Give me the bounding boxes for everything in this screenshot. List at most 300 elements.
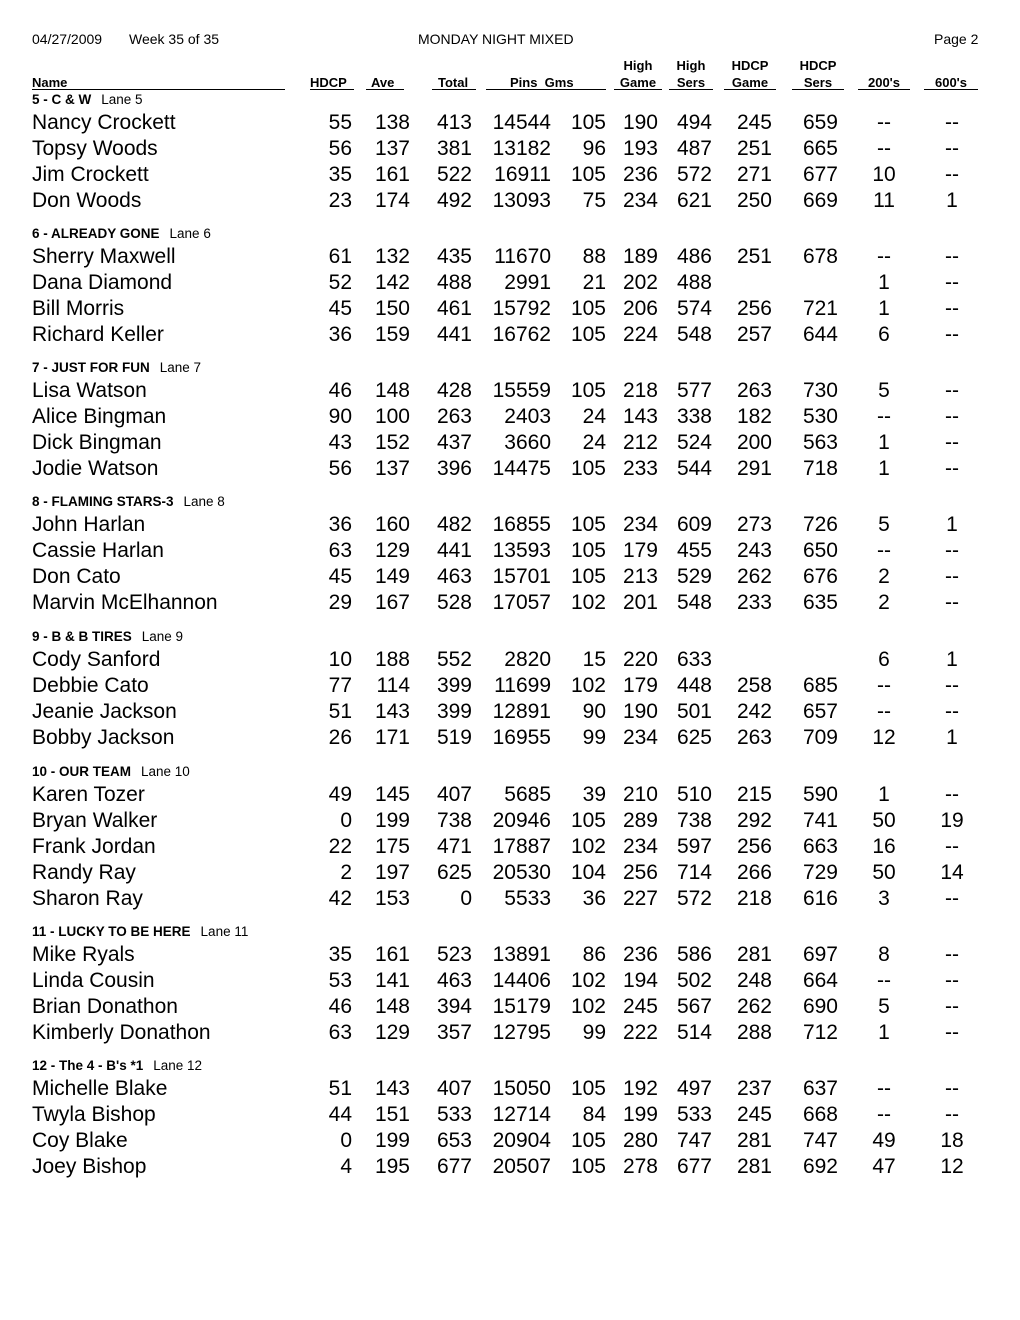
ave-cell: 160 <box>374 513 410 536</box>
count-200s-cell: -- <box>877 1077 891 1100</box>
high-game-cell: 193 <box>622 136 658 160</box>
bowler-name: Linda Cousin <box>32 968 155 992</box>
count-200s-cell: 5 <box>878 379 890 402</box>
games-cell: 105 <box>570 538 606 562</box>
high-series-cell: 494 <box>676 111 712 134</box>
hdcp-cell: 4 <box>340 1154 352 1178</box>
high-series-cell: 597 <box>676 834 712 858</box>
hdcp-cell: 0 <box>340 1128 352 1152</box>
high-game-cell: 212 <box>622 430 658 454</box>
count-200s-cell: 1 <box>878 783 890 806</box>
total-cell: 394 <box>436 994 472 1018</box>
count-600s-cell: -- <box>945 270 959 294</box>
count-600s-cell: -- <box>945 379 959 402</box>
bowler-name: Topsy Woods <box>32 136 158 160</box>
count-200s-cell: -- <box>877 968 891 992</box>
games-cell: 105 <box>570 513 606 536</box>
pins-cell: 13891 <box>492 943 551 966</box>
bowler-row <box>0 565 1020 589</box>
games-cell: 86 <box>582 943 606 966</box>
total-cell: 461 <box>436 296 472 320</box>
bowler-row <box>0 1021 1020 1045</box>
high-series-cell: 625 <box>676 725 712 749</box>
total-cell: 413 <box>436 111 472 134</box>
high-series-cell: 544 <box>676 456 712 480</box>
total-cell: 407 <box>436 783 472 806</box>
bowler-row <box>0 674 1020 698</box>
hdcp-game-cell: 200 <box>736 430 772 454</box>
hdcp-series-cell: 616 <box>802 886 838 910</box>
hdcp-cell: 35 <box>328 943 352 966</box>
ave-cell: 171 <box>374 725 410 749</box>
total-cell: 396 <box>436 456 472 480</box>
games-cell: 105 <box>570 379 606 402</box>
high-series-cell: 574 <box>676 296 712 320</box>
total-cell: 677 <box>436 1154 472 1178</box>
total-cell: 263 <box>436 404 472 428</box>
bowler-row <box>0 539 1020 563</box>
bowler-row <box>0 189 1020 213</box>
ave-cell: 188 <box>374 648 410 671</box>
count-200s-cell: -- <box>877 136 891 160</box>
hdcp-cell: 46 <box>328 994 352 1018</box>
games-cell: 105 <box>570 322 606 346</box>
total-cell: 441 <box>436 322 472 346</box>
games-cell: 24 <box>582 430 606 454</box>
games-cell: 75 <box>582 188 606 212</box>
bowler-name: Frank Jordan <box>32 834 156 858</box>
hdcp-cell: 61 <box>328 245 352 268</box>
hdcp-series-cell: 650 <box>802 538 838 562</box>
hdcp-series-cell: 669 <box>802 188 838 212</box>
high-series-cell: 533 <box>676 1102 712 1126</box>
high-series-cell: 455 <box>676 538 712 562</box>
bowler-row <box>0 861 1020 885</box>
pins-cell: 17887 <box>492 834 551 858</box>
hdcp-game-cell: 250 <box>736 188 772 212</box>
count-200s-cell: -- <box>877 245 891 268</box>
count-600s-cell: -- <box>945 834 959 858</box>
high-series-cell: 510 <box>676 783 712 806</box>
total-cell: 381 <box>436 136 472 160</box>
high-game-cell: 234 <box>622 513 658 536</box>
hdcp-series-cell: 690 <box>802 994 838 1018</box>
hdcp-cell: 90 <box>328 404 352 428</box>
pins-cell: 12891 <box>492 699 551 723</box>
bowler-row <box>0 648 1020 672</box>
team-header <box>32 92 143 107</box>
hdcp-game-cell: 215 <box>736 783 772 806</box>
ave-cell: 152 <box>374 430 410 454</box>
hdcp-series-cell: 712 <box>802 1020 838 1044</box>
hdcp-game-cell: 273 <box>736 513 772 536</box>
count-600s-cell: 12 <box>940 1154 964 1178</box>
bowler-name: Karen Tozer <box>32 783 145 806</box>
ave-cell: 161 <box>374 943 410 966</box>
hdcp-cell: 56 <box>328 456 352 480</box>
hdcp-game-cell: 251 <box>736 136 772 160</box>
high-series-cell: 501 <box>676 699 712 723</box>
team-header <box>32 226 211 241</box>
high-game-cell: 234 <box>622 834 658 858</box>
ave-cell: 151 <box>374 1102 410 1126</box>
count-600s-cell: 19 <box>940 808 964 832</box>
count-200s-cell: 47 <box>872 1154 896 1178</box>
ave-cell: 143 <box>374 699 410 723</box>
high-game-cell: 234 <box>622 725 658 749</box>
col-200s: 200's <box>867 75 900 90</box>
hdcp-cell: 77 <box>328 673 352 697</box>
count-200s-cell: 6 <box>878 322 890 346</box>
ave-cell: 167 <box>374 590 410 614</box>
count-600s-cell: -- <box>945 538 959 562</box>
high-series-cell: 677 <box>676 1154 712 1178</box>
high-game-cell: 192 <box>622 1077 658 1100</box>
bowler-name: Alice Bingman <box>32 404 167 428</box>
pins-cell: 5685 <box>504 783 551 806</box>
hdcp-cell: 46 <box>328 379 352 402</box>
total-cell: 482 <box>436 513 472 536</box>
high-game-cell: 280 <box>622 1128 658 1152</box>
hdcp-cell: 2 <box>340 860 352 884</box>
hdcp-series-cell: 692 <box>802 1154 838 1178</box>
count-600s-cell: -- <box>945 590 959 614</box>
pins-cell: 17057 <box>492 590 551 614</box>
bowler-row <box>0 943 1020 967</box>
pins-cell: 13593 <box>492 538 551 562</box>
bowler-name: Michelle Blake <box>32 1077 168 1100</box>
high-series-cell: 621 <box>676 188 712 212</box>
ave-cell: 114 <box>376 673 410 697</box>
week-label: Week 35 of 35 <box>129 31 220 47</box>
count-600s-cell: -- <box>945 322 959 346</box>
total-cell: 738 <box>436 808 472 832</box>
total-cell: 625 <box>436 860 472 884</box>
pins-cell: 2403 <box>504 404 551 428</box>
bowler-name: Don Woods <box>32 188 142 212</box>
count-600s-cell: -- <box>945 783 959 806</box>
high-game-cell: 201 <box>622 590 658 614</box>
count-600s-cell: -- <box>945 111 959 134</box>
games-cell: 84 <box>582 1102 606 1126</box>
count-600s-cell: -- <box>945 699 959 723</box>
bowler-name: Dana Diamond <box>32 270 173 294</box>
hdcp-series-cell: 718 <box>802 456 838 480</box>
hdcp-series-cell: 730 <box>802 379 838 402</box>
bowler-name: Jodie Watson <box>32 456 159 480</box>
bowler-name: Jim Crockett <box>32 162 149 186</box>
hdcp-game-cell: 243 <box>736 538 772 562</box>
hdcp-series-cell: 709 <box>802 725 838 749</box>
high-game-cell: 189 <box>622 245 658 268</box>
hdcp-game-cell: 248 <box>736 968 772 992</box>
games-cell: 102 <box>570 834 606 858</box>
team-title: 9 - B & B TIRES <box>32 629 132 644</box>
count-200s-cell: 3 <box>878 886 890 910</box>
bowler-row <box>0 405 1020 429</box>
count-200s-cell: 50 <box>872 860 896 884</box>
games-cell: 99 <box>582 725 606 749</box>
ave-cell: 132 <box>374 245 410 268</box>
count-200s-cell: 2 <box>878 564 890 588</box>
team-lane: Lane 9 <box>141 629 184 644</box>
total-cell: 471 <box>436 834 472 858</box>
bowler-row <box>0 591 1020 615</box>
pins-cell: 16855 <box>492 513 551 536</box>
bowler-name: Cody Sanford <box>32 648 161 671</box>
pins-cell: 12714 <box>492 1102 551 1126</box>
total-cell: 522 <box>436 162 472 186</box>
high-game-cell: 256 <box>622 860 658 884</box>
bowler-row <box>0 835 1020 859</box>
count-200s-cell: 16 <box>872 834 896 858</box>
ave-cell: 175 <box>374 834 410 858</box>
bowler-row <box>0 995 1020 1019</box>
col-pins-gms: Pins Gms <box>510 75 574 90</box>
bowler-row <box>0 137 1020 161</box>
pins-cell: 16911 <box>494 162 551 186</box>
pins-cell: 20507 <box>492 1154 551 1178</box>
count-600s-cell: 14 <box>940 860 964 884</box>
bowler-row <box>0 1155 1020 1179</box>
high-game-cell: 278 <box>622 1154 658 1178</box>
hdcp-game-cell: 242 <box>736 699 772 723</box>
high-game-cell: 222 <box>622 1020 658 1044</box>
pins-cell: 14544 <box>492 111 551 134</box>
total-cell: 523 <box>436 943 472 966</box>
hdcp-cell: 23 <box>328 188 352 212</box>
count-600s-cell: -- <box>945 1077 959 1100</box>
games-cell: 39 <box>582 783 606 806</box>
hdcp-game-cell: 257 <box>736 322 772 346</box>
high-game-cell: 218 <box>622 379 658 402</box>
team-title: 12 - The 4 - B's *1 <box>32 1058 144 1073</box>
team-header <box>32 360 201 375</box>
hdcp-series-cell: 665 <box>802 136 838 160</box>
report-date: 04/27/2009 <box>32 31 103 47</box>
bowler-row <box>0 431 1020 455</box>
hdcp-series-cell: 729 <box>802 860 838 884</box>
count-600s-cell: -- <box>945 968 959 992</box>
total-cell: 519 <box>436 725 472 749</box>
team-title: 11 - LUCKY TO BE HERE <box>32 924 191 939</box>
total-cell: 0 <box>460 886 472 910</box>
hdcp-series-cell: 659 <box>802 111 838 134</box>
bowler-name: Brian Donathon <box>32 994 178 1018</box>
games-cell: 105 <box>570 111 606 134</box>
games-cell: 105 <box>570 1077 606 1100</box>
team-lane: Lane 11 <box>200 924 249 939</box>
hdcp-series-cell: 747 <box>802 1128 838 1152</box>
underline-high-game <box>614 89 662 90</box>
high-series-cell: 633 <box>676 648 712 671</box>
underline-pins-gms <box>486 89 606 90</box>
bowler-row <box>0 297 1020 321</box>
pins-cell: 15559 <box>492 379 551 402</box>
high-series-cell: 497 <box>676 1077 712 1100</box>
hdcp-series-cell: 677 <box>802 162 838 186</box>
count-200s-cell: 49 <box>872 1128 896 1152</box>
ave-cell: 159 <box>374 322 410 346</box>
count-200s-cell: 5 <box>878 994 890 1018</box>
pins-cell: 20946 <box>492 808 551 832</box>
count-600s-cell: -- <box>945 886 959 910</box>
high-game-cell: 190 <box>622 699 658 723</box>
high-series-cell: 488 <box>676 270 712 294</box>
games-cell: 105 <box>570 456 606 480</box>
pins-cell: 15701 <box>492 564 551 588</box>
games-cell: 90 <box>582 699 606 723</box>
bowler-row <box>0 1129 1020 1153</box>
hdcp-series-cell: 726 <box>802 513 838 536</box>
hdcp-cell: 42 <box>328 886 352 910</box>
hdcp-cell: 49 <box>328 783 352 806</box>
count-200s-cell: 1 <box>878 270 890 294</box>
col-600s: 600's <box>934 75 967 90</box>
total-cell: 552 <box>436 648 472 671</box>
bowler-row <box>0 969 1020 993</box>
col-hdcp-game-top: HDCP <box>731 58 769 73</box>
high-game-cell: 234 <box>622 188 658 212</box>
count-200s-cell: 11 <box>873 188 895 212</box>
count-200s-cell: 10 <box>872 162 896 186</box>
high-game-cell: 236 <box>622 162 658 186</box>
total-cell: 441 <box>436 538 472 562</box>
count-600s-cell: 1 <box>946 648 958 671</box>
games-cell: 105 <box>570 1154 606 1178</box>
total-cell: 435 <box>436 245 472 268</box>
hdcp-series-cell: 741 <box>802 808 838 832</box>
hdcp-series-cell: 685 <box>802 673 838 697</box>
col-name: Name <box>32 75 68 90</box>
col-hdcp-game-bottom: Game <box>731 75 769 90</box>
pins-cell: 3660 <box>504 430 551 454</box>
hdcp-series-cell: 635 <box>802 590 838 614</box>
bowler-name: Joey Bishop <box>32 1154 147 1178</box>
games-cell: 102 <box>570 994 606 1018</box>
col-hdcp: HDCP <box>310 75 347 90</box>
high-game-cell: 179 <box>622 538 658 562</box>
pins-cell: 2820 <box>504 648 551 671</box>
col-high-game-top: High <box>623 58 653 73</box>
count-600s-cell: 1 <box>946 513 958 536</box>
high-game-cell: 143 <box>622 404 658 428</box>
hdcp-game-cell: 245 <box>736 111 772 134</box>
high-series-cell: 586 <box>676 943 712 966</box>
bowler-row <box>0 245 1020 269</box>
high-game-cell: 220 <box>622 648 658 671</box>
ave-cell: 148 <box>374 994 410 1018</box>
high-series-cell: 548 <box>676 590 712 614</box>
ave-cell: 195 <box>374 1154 410 1178</box>
team-title: 5 - C & W <box>32 92 92 107</box>
hdcp-game-cell: 256 <box>736 834 772 858</box>
hdcp-series-cell: 676 <box>802 564 838 588</box>
total-cell: 407 <box>436 1077 472 1100</box>
high-game-cell: 210 <box>622 783 658 806</box>
pins-cell: 20904 <box>492 1128 551 1152</box>
hdcp-game-cell: 271 <box>736 162 772 186</box>
bowler-row <box>0 783 1020 807</box>
games-cell: 21 <box>582 270 606 294</box>
count-600s-cell: -- <box>945 404 959 428</box>
hdcp-series-cell: 644 <box>802 322 838 346</box>
count-600s-cell: -- <box>945 564 959 588</box>
ave-cell: 199 <box>374 808 410 832</box>
high-series-cell: 524 <box>676 430 712 454</box>
pins-cell: 11699 <box>494 673 551 697</box>
total-cell: 428 <box>436 379 472 402</box>
total-cell: 437 <box>436 430 472 454</box>
bowler-name: Cassie Harlan <box>32 538 164 562</box>
count-600s-cell: -- <box>945 1020 959 1044</box>
games-cell: 15 <box>582 648 606 671</box>
team-lane: Lane 8 <box>183 494 225 509</box>
ave-cell: 174 <box>374 188 410 212</box>
hdcp-series-cell: 663 <box>802 834 838 858</box>
high-game-cell: 236 <box>622 943 658 966</box>
pins-cell: 13182 <box>492 136 551 160</box>
bowler-name: Bill Morris <box>32 296 125 320</box>
hdcp-cell: 63 <box>328 1020 352 1044</box>
pins-cell: 15179 <box>492 994 551 1018</box>
underline-total <box>432 89 476 90</box>
team-header <box>32 924 248 939</box>
bowler-name: Lisa Watson <box>32 379 147 402</box>
high-series-cell: 514 <box>676 1020 712 1044</box>
total-cell: 528 <box>436 590 472 614</box>
bowler-name: John Harlan <box>32 513 146 536</box>
hdcp-series-cell: 678 <box>802 245 838 268</box>
pins-cell: 2991 <box>504 270 551 294</box>
games-cell: 99 <box>582 1020 606 1044</box>
pins-cell: 5533 <box>504 886 551 910</box>
total-cell: 399 <box>436 699 472 723</box>
col-total: Total <box>438 75 469 90</box>
count-200s-cell: -- <box>877 538 891 562</box>
ave-cell: 148 <box>374 379 410 402</box>
league-name: MONDAY NIGHT MIXED <box>418 31 574 47</box>
team-lane: Lane 10 <box>141 764 190 779</box>
count-600s-cell: -- <box>945 943 959 966</box>
total-cell: 357 <box>436 1020 472 1044</box>
high-series-cell: 577 <box>676 379 712 402</box>
hdcp-game-cell: 291 <box>736 456 772 480</box>
bowler-name: Richard Keller <box>32 322 164 346</box>
hdcp-cell: 36 <box>328 322 352 346</box>
high-series-cell: 609 <box>676 513 712 536</box>
games-cell: 96 <box>582 136 606 160</box>
total-cell: 653 <box>436 1128 472 1152</box>
count-600s-cell: -- <box>945 673 959 697</box>
pins-cell: 12795 <box>492 1020 551 1044</box>
bowler-name: Marvin McElhannon <box>32 590 218 614</box>
team-title: 6 - ALREADY GONE <box>32 226 160 241</box>
high-game-cell: 224 <box>622 322 658 346</box>
bowler-name: Sherry Maxwell <box>32 245 176 268</box>
count-200s-cell: 8 <box>878 943 890 966</box>
hdcp-cell: 45 <box>328 296 352 320</box>
pins-cell: 11670 <box>494 245 551 268</box>
high-game-cell: 289 <box>622 808 658 832</box>
count-200s-cell: -- <box>877 111 891 134</box>
team-title: 8 - FLAMING STARS-3 <box>32 494 174 509</box>
bowler-name: Nancy Crockett <box>32 111 176 134</box>
high-series-cell: 448 <box>676 673 712 697</box>
count-600s-cell: -- <box>945 994 959 1018</box>
ave-cell: 199 <box>374 1128 410 1152</box>
bowler-row <box>0 323 1020 347</box>
